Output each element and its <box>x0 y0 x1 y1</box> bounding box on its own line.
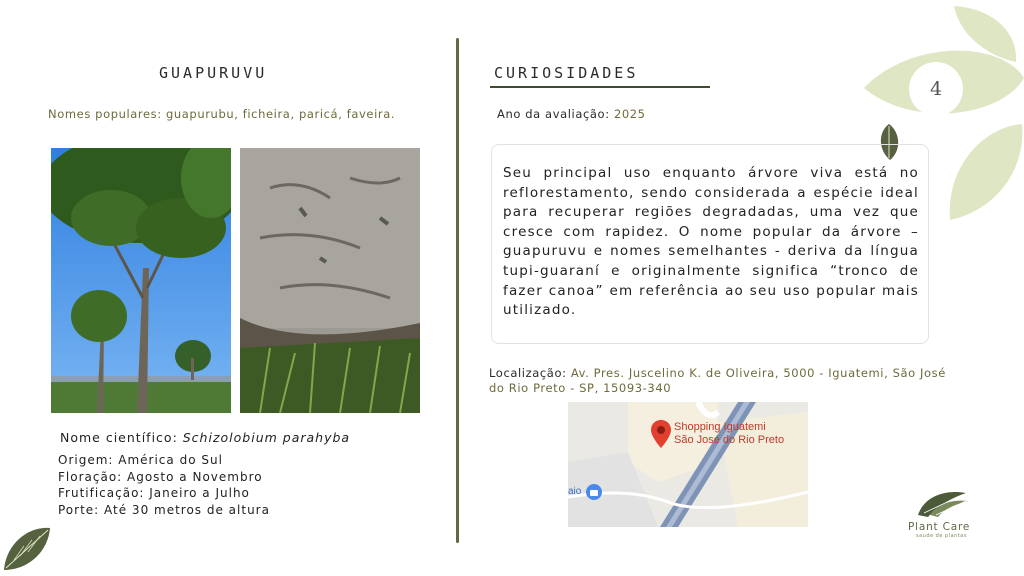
map-place-line-2: São José do Rio Preto <box>674 434 785 446</box>
leaf-bottom <box>950 124 1023 220</box>
popular-names: Nomes populares: guapurubu, ficheira, paricá, faveira. <box>48 107 396 121</box>
description-text: Seu principal uso enquanto árvore viva está no reflorestamento, sendo considerada a espécie ideal para recuperar regiões degradadas, uma vez que cresce com rapidez. O nome popular da árvore – guapuruvu e nomes semelhantes - deriva da língua tupi-guaraní e originalmente significa “tronco de fazer canoa” em referência ao seu uso popular mais utilizado. <box>503 165 919 319</box>
year-value: 2025 <box>613 107 646 121</box>
fact-fruiting: Frutificação: Janeiro a Julho <box>58 486 250 500</box>
map-place-label <box>674 421 784 447</box>
plant-care-logo-icon <box>914 487 970 519</box>
location-address-2: do Rio Preto - SP, 15093-340 <box>489 381 672 395</box>
scientific-name-line <box>60 430 350 447</box>
logo-tagline: saude de plantas <box>916 533 967 539</box>
facts-list <box>58 452 270 518</box>
page-number: 4 <box>909 62 963 116</box>
bark-photo <box>240 148 420 413</box>
location-map[interactable] <box>568 402 808 527</box>
scientific-name: Schizolobium parahyba <box>182 430 351 445</box>
map-partial-label: aio <box>568 486 582 497</box>
logo-name: Plant Care <box>908 521 971 533</box>
evaluation-year <box>497 107 646 121</box>
location-label: Localização: <box>489 366 571 380</box>
curiosities-title: CURIOSIDADES <box>494 64 639 82</box>
map-pin-icon[interactable] <box>650 419 672 449</box>
location-line-1 <box>489 366 946 381</box>
year-label: Ano da avaliação: <box>497 107 614 121</box>
fact-size: Porte: Até 30 metros de altura <box>58 502 270 517</box>
fact-origin: Origem: América do Sul <box>58 453 223 467</box>
location <box>489 366 946 396</box>
location-address-1: Av. Pres. Juscelino K. de Oliveira, 5000 - Iguatemi, São José <box>570 366 946 380</box>
species-title: GUAPURUVU <box>159 64 268 82</box>
map-place-line-1: Shopping Iguatemi <box>674 421 766 433</box>
title-underline <box>490 86 710 88</box>
scientific-label: Nome científico: <box>60 430 183 445</box>
vertical-divider <box>456 38 459 543</box>
tree-photo <box>51 148 231 413</box>
fact-flowering: Floração: Agosto a Novembro <box>58 469 263 484</box>
decorative-leaf-bottom-left <box>0 522 54 576</box>
